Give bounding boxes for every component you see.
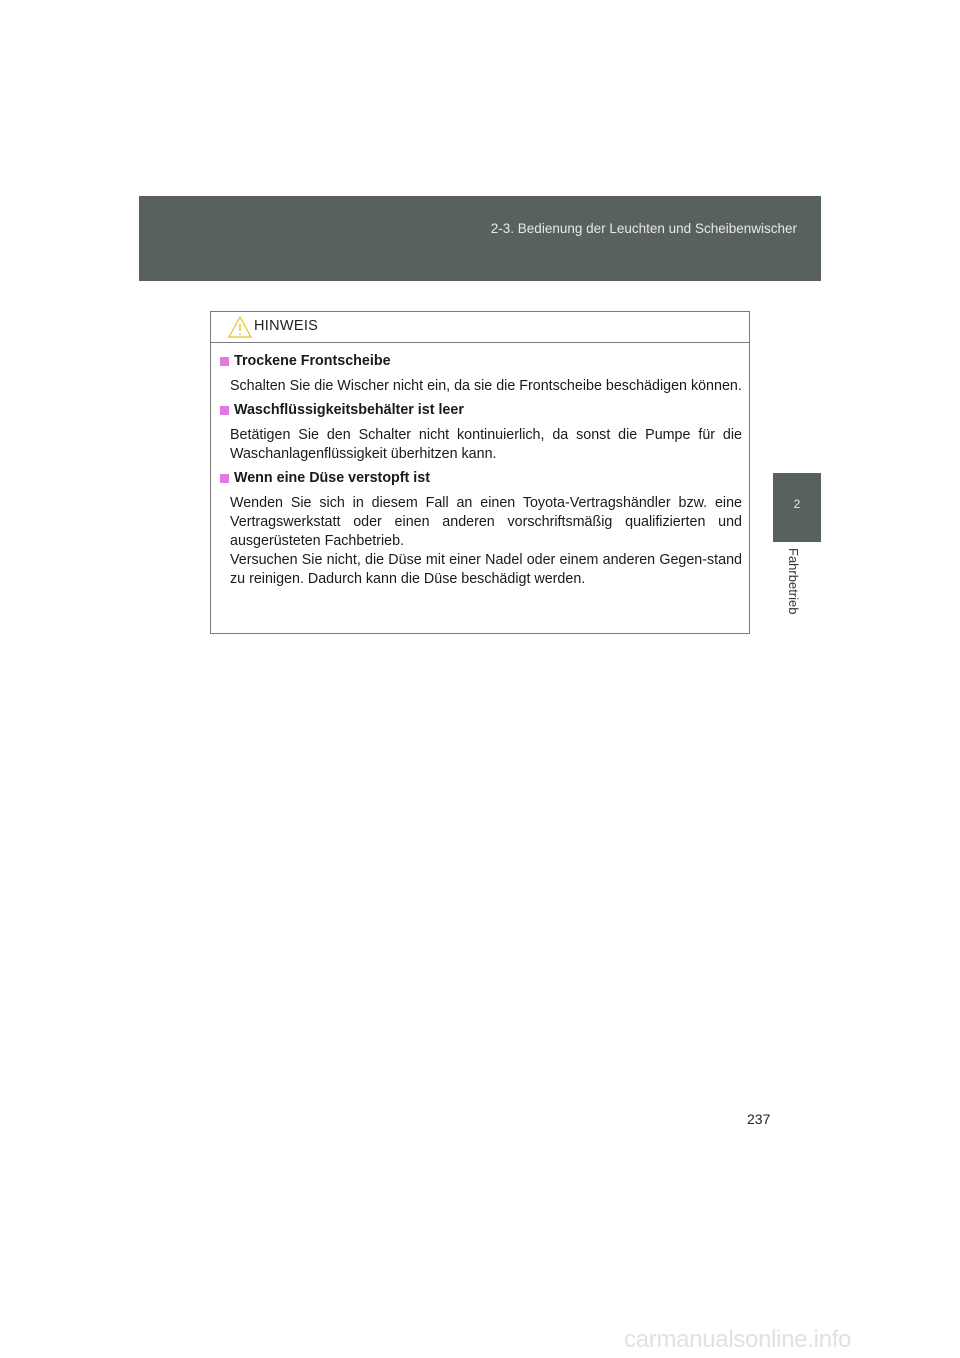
chapter-label: Fahrbetrieb — [786, 548, 801, 615]
notice-body — [211, 343, 749, 589]
warning-triangle-icon — [228, 315, 252, 339]
topic-heading: Wenn eine Düse verstopft ist — [234, 470, 430, 486]
watermark: carmanualsonline.info — [624, 1326, 852, 1353]
notice-header — [211, 312, 749, 343]
section-title: 2-3. Bedienung der Leuchten und Scheibenwischer — [490, 221, 797, 236]
header-band — [139, 196, 821, 281]
topic-paragraph: Schalten Sie die Wischer nicht ein, da sie die Frontscheibe beschädigen können. — [230, 378, 742, 394]
topic-nozzle-clogged — [220, 469, 742, 589]
bullet-square-icon — [220, 357, 229, 366]
topic-heading: Waschflüssigkeitsbehälter ist leer — [234, 402, 464, 418]
topic-paragraph: Betätigen Sie den Schalter nicht kontinuierlich, da sonst die Pumpe für die Waschanlagenflüssigkeit überhitzen kann. — [230, 427, 742, 462]
topic-paragraph: Wenden Sie sich in diesem Fall an einen Toyota-Vertragshändler bzw. eine Vertragswerkstatt oder einen anderen vorschriftsmäßig qualifizierten und ausgerüsteten Fachbetrieb. — [230, 495, 742, 549]
notice-title: HINWEIS — [254, 318, 319, 334]
topic-paragraph: Versuchen Sie nicht, die Düse mit einer Nadel oder einem anderen Gegen-stand zu reinigen. Dadurch kann die Düse beschädigt werden. — [230, 552, 742, 587]
topic-dry-windshield — [220, 352, 742, 396]
notice-box — [210, 311, 750, 634]
topic-heading: Trockene Frontscheibe — [234, 353, 391, 369]
bullet-square-icon — [220, 406, 229, 415]
chapter-number: 2 — [793, 497, 801, 511]
page-number: 237 — [747, 1111, 771, 1127]
bullet-square-icon — [220, 474, 229, 483]
topic-washer-empty — [220, 401, 742, 464]
chapter-tab — [773, 473, 821, 542]
